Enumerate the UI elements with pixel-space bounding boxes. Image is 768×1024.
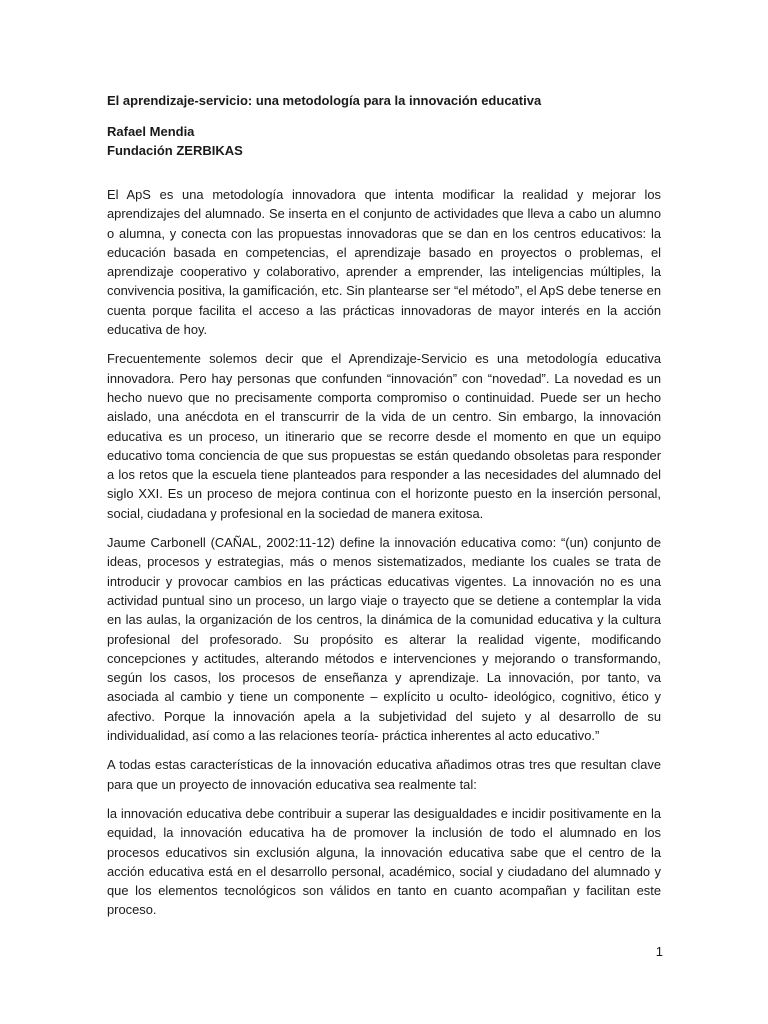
author-organization: Fundación ZERBIKAS [107, 143, 243, 158]
document-title: El aprendizaje-servicio: una metodología para la innovación educativa [107, 93, 542, 108]
paragraph-2: Frecuentemente solemos decir que el Aprendizaje-Servicio es una metodología educativa innovadora. Pero hay personas que confunden “innovación” con “novedad”. La novedad es un hecho nuevo que no precisamente comporta compromiso o continuidad. Puede ser un hecho aislado, una anécdota en el transcurrir de la vida de un centro. Sin embargo, la innovación educativa es un proceso, un itinerario que se recorre desde el momento en que un equipo educativo toma conciencia de que sus propuestas se están quedando obsoletas para responder a los retos que la escuela tiene planteados para responder a las necesidades del alumnado del siglo XXI. Es un proceso de mejora continua con el horizonte puesto en la inserción personal, social, ciudadana y profesional en la sociedad de manera exitosa. [107, 351, 661, 521]
paragraph-5: la innovación educativa debe contribuir a superar las desigualdades e incidir positivamente en la equidad, la innovación educativa ha de promover la inclusión de todo el alumnado en los procesos educativos sin exclusión alguna, la innovación educativa sabe que el centro de la acción educativa está en el desarrollo personal, académico, social y ciudadano del alumnado y que los elementos tecnológicos son válidos en tanto en cuanto acompañan y facilitan este proceso. [107, 805, 661, 918]
paragraph-1: El ApS es una metodología innovadora que intenta modificar la realidad y mejorar los aprendizajes del alumnado. Se inserta en el conjunto de actividades que lleva a cabo un alumno o alumna, y conecta con las propuestas innovadoras que se dan en los centros educativos: la educación basada en competencias, el aprendizaje basado en proyectos o problemas, el aprendizaje cooperativo y colaborativo, aprender a emprender, las inteligencias múltiples, la convivencia positiva, la gamificación, etc. Sin plantearse ser “el método”, el ApS debe tenerse en cuenta porque facilita el acceso a las prácticas innovadoras de mayor interés en la acción educativa de hoy. [107, 187, 661, 338]
paragraph-3: Jaume Carbonell (CAÑAL, 2002:11-12) define la innovación educativa como: “(un) conjunto de ideas, procesos y estrategias, más o menos sistematizados, mediante los cuales se trata de introducir y provocar cambios en las prácticas educativas vigentes. La innovación no es una actividad puntual sino un proceso, un largo viaje o trayecto que se detiene a contemplar la vida en las aulas, la organización de los centros, la dinámica de la comunidad educativa y la cultura profesional del profesorado. Su propósito es alterar la realidad vigente, modificando concepciones y actitudes, alterando métodos e intervenciones y mejorando o transformando, según los casos, los procesos de enseñanza y aprendizaje. La innovación, por tanto, va asociada al cambio y tiene un componente – explícito u oculto- ideológico, cognitivo, ético y afectivo. Porque la innovación apela a la subjetividad del sujeto y al desarrollo de su individualidad, así como a las relaciones teoría- práctica inherentes al acto educativo.” [107, 535, 661, 744]
page-number: 1 [655, 944, 663, 959]
document-body [107, 92, 661, 930]
author-name: Rafael Mendia [107, 124, 195, 139]
paragraph-4: A todas estas características de la innovación educativa añadimos otras tres que resultan clave para que un proyecto de innovación educativa sea realmente tal: [107, 757, 661, 792]
